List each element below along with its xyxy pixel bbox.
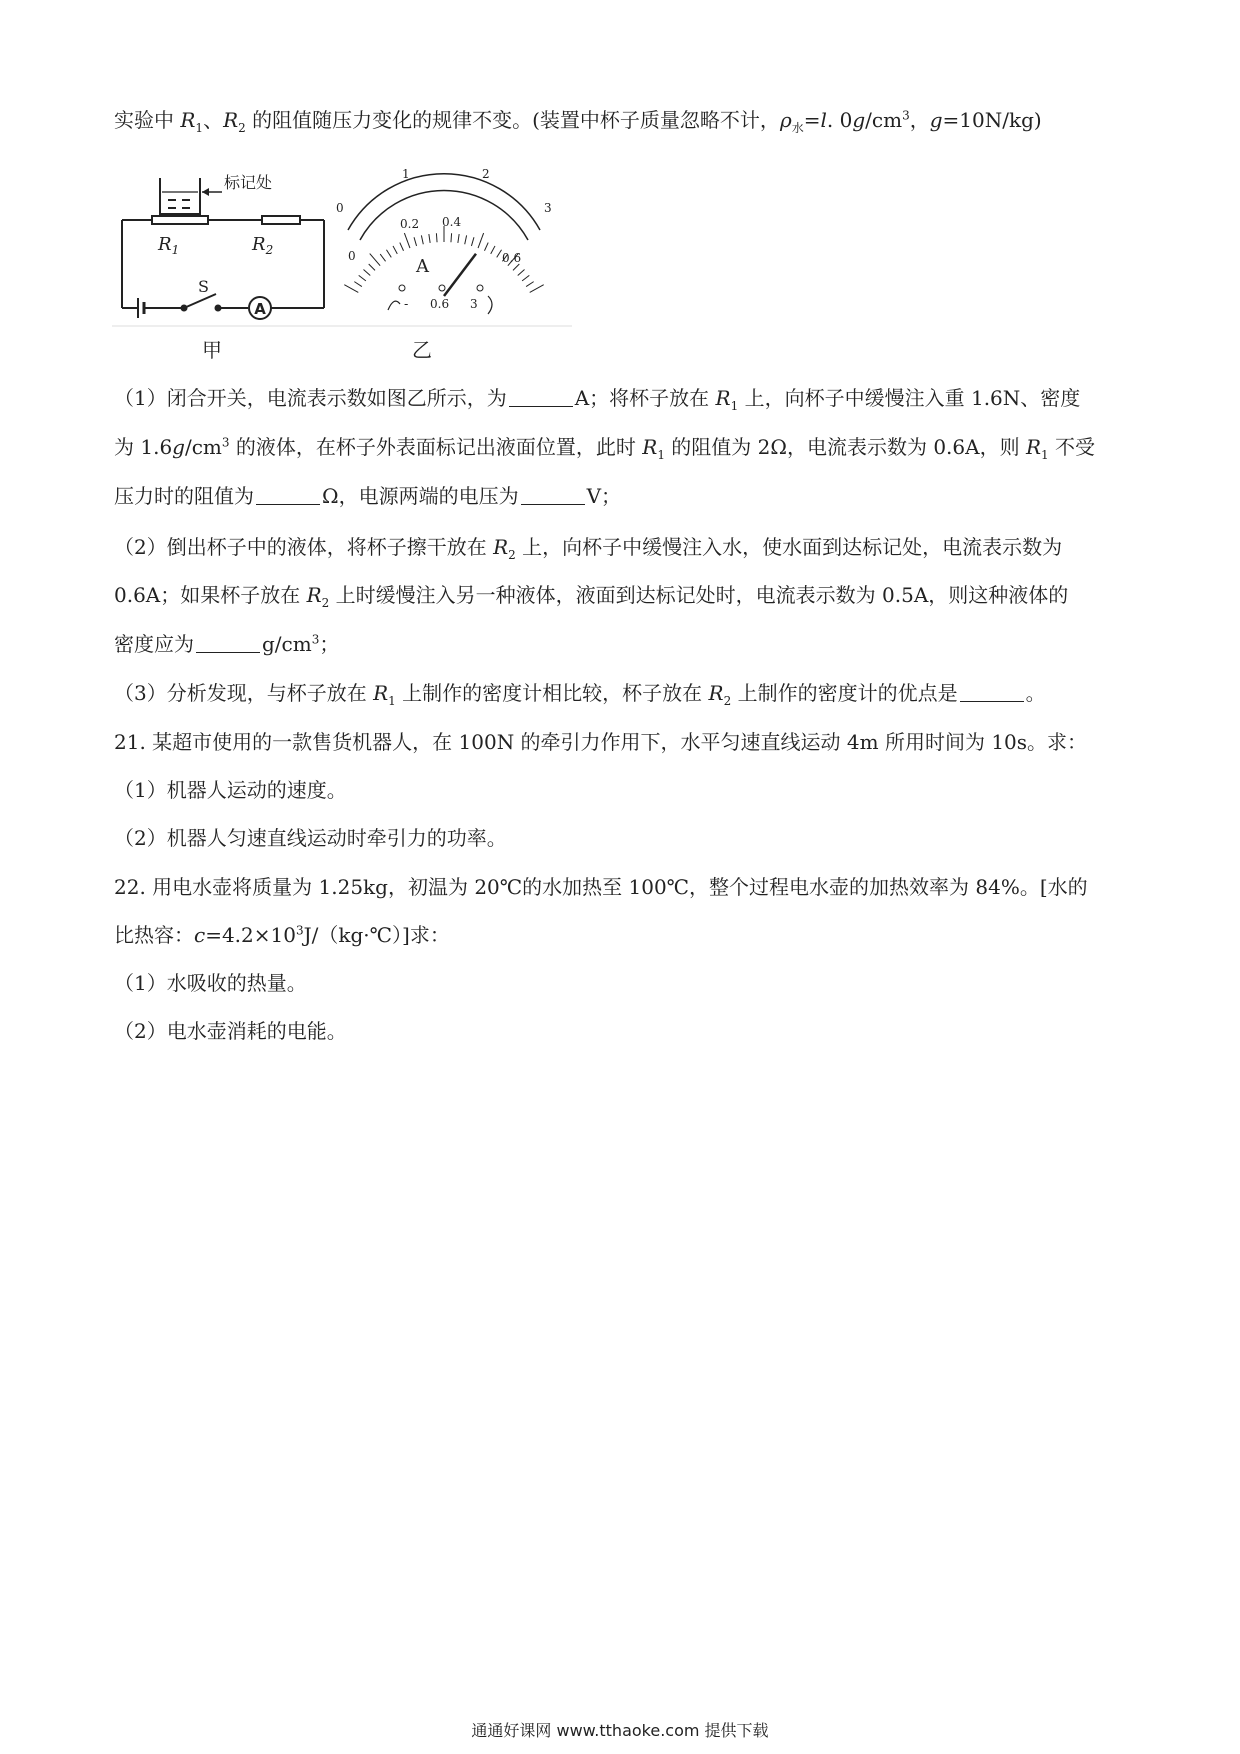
figure-caption-yi: 乙: [412, 338, 432, 362]
meter-tick: [386, 250, 391, 258]
meter-tick: [421, 235, 423, 244]
q22-sub2: （2）电水壶消耗的电能。: [114, 1019, 347, 1043]
answer-blank[interactable]: [521, 484, 585, 505]
meter-top-tick-label: 1: [402, 168, 410, 181]
resistor-r2-icon: [262, 216, 300, 224]
meter-tick: [369, 264, 375, 270]
meter-tick: [429, 234, 430, 243]
terminal-label: -: [404, 297, 409, 311]
q22-stem-line1: 22. 用电水壶将质量为 1.25kg，初温为 20℃的水加热至 100℃，整个过程电水壶的加热效率为 84%。[水的: [114, 875, 1088, 899]
meter-top-tick-label: 2: [482, 168, 490, 181]
experiment-figure: [112, 168, 572, 368]
meter-tick: [484, 243, 488, 251]
q21-sub1: （1）机器人运动的速度。: [114, 778, 347, 802]
q21-sub2: （2）机器人匀速直线运动时牵引力的功率。: [114, 826, 507, 850]
meter-tick: [400, 243, 404, 251]
meter-needle: [444, 254, 476, 296]
q20-part2-line2: 0.6A；如果杯子放在 $R_2$ 上时缓慢注入另一种液体，液面到达标记处时，电流表示数为 0.5A，则这种液体的: [114, 583, 1069, 610]
meter-tick: [404, 233, 410, 248]
meter-tick: [436, 233, 437, 242]
meter-bottom-tick-label: 0: [348, 249, 356, 263]
mark-label: 标记处: [224, 173, 273, 192]
meter-tick: [458, 234, 459, 243]
meter-top-tick-label: 0: [336, 201, 344, 215]
q20-part2-line3: 密度应为 $g/cm^3$；: [114, 632, 340, 656]
meter-tick: [359, 275, 366, 280]
answer-blank[interactable]: [509, 386, 573, 407]
q22-sub1: （1）水吸收的热量。: [114, 971, 307, 995]
terminal-neg-icon: [399, 285, 405, 291]
meter-bottom-tick-label: 0.4: [442, 215, 462, 229]
intro-line: 实验中 $R_1$、$R_2$ 的阻值随压力变化的规律不变。(装置中杯子质量忽略不计，$\rho_水=l$. $0g/cm^3$，g=10N/kg): [114, 108, 1042, 135]
meter-tick: [518, 270, 525, 276]
meter-tick: [354, 282, 362, 287]
meter-tick: [522, 275, 529, 280]
r2-label: $R_2$: [252, 234, 274, 257]
meter-tick: [344, 285, 358, 293]
meter-tick: [478, 233, 484, 248]
meter-tick: [370, 254, 380, 266]
r1-label: $R_1$: [158, 234, 180, 257]
meter-top-tick-label: 3: [544, 201, 552, 215]
terminal-label: 0.6: [430, 297, 450, 311]
answer-blank[interactable]: [196, 632, 260, 653]
q20-part2-line1: （2）倒出杯子中的液体，将杯子擦干放在 $R_2$ 上，向杯子中缓慢注入水，使水面到达标记处，电流表示数为: [114, 535, 1063, 562]
cup-icon: [160, 178, 200, 214]
switch-icon: [184, 294, 216, 308]
q22-stem-line2: 比热容：$c=4.2\times 10^3J/(kg\cdot℃)$]求：: [114, 923, 450, 947]
meter-tick: [414, 237, 417, 246]
resistor-r1-icon: [152, 216, 208, 224]
meter-tick: [497, 250, 502, 258]
page-footer: 通通好课网 www.tthaoke.com 提供下载: [471, 1721, 769, 1740]
q20-part3: （3）分析发现，与杯子放在 $R_1$ 上制作的密度计相比较，杯子放在 $R_2$ 上制作的密度计的优点是 。: [114, 681, 1046, 708]
q20-part1-line1: （1）闭合开关，电流表示数如图乙所示，为 A；将杯子放在 $R_1$ 上，向杯子中缓慢注入重 1.6N、密度: [114, 386, 1081, 413]
q20-part1-line3: 压力时的阻值为 Ω，电源两端的电压为 V；: [114, 484, 622, 508]
circuit-and-meter-diagram: [112, 168, 572, 328]
meter-bottom-tick-label: 0.6: [502, 251, 522, 265]
switch-label: S: [198, 277, 209, 296]
answer-blank[interactable]: [960, 681, 1024, 702]
answer-blank[interactable]: [256, 484, 320, 505]
meter-tick: [471, 237, 474, 246]
ammeter-symbol: A: [254, 300, 266, 318]
terminal-3-icon: [477, 285, 483, 291]
meter-bottom-tick-label: 0.2: [400, 217, 420, 231]
ammeter-dial: [344, 174, 543, 314]
figure-caption-jia: 甲: [202, 338, 222, 362]
meter-tick: [393, 246, 397, 254]
meter-tick: [526, 282, 534, 287]
meter-tick: [363, 270, 370, 276]
meter-tick: [451, 233, 452, 242]
meter-tick: [465, 235, 467, 244]
meter-tick: [380, 254, 385, 261]
terminal-label: 3: [470, 297, 478, 311]
meter-tick: [530, 285, 544, 293]
meter-tick: [491, 246, 495, 254]
q20-part1-line2: 为 $1.6g/cm^3$ 的液体，在杯子外表面标记出液面位置，此时 $R_1$ 的阻值为 2Ω，电流表示数为 0.6A，则 $R_1$ 不受: [114, 435, 1096, 462]
meter-unit-label: A: [416, 256, 429, 277]
terminal-06-icon: [439, 285, 445, 291]
circuit-diagram: [122, 178, 324, 319]
q21-stem: 21. 某超市使用的一款售货机器人，在 100N 的牵引力作用下，水平匀速直线运动 4m 所用时间为 10s。求：: [114, 730, 1088, 754]
